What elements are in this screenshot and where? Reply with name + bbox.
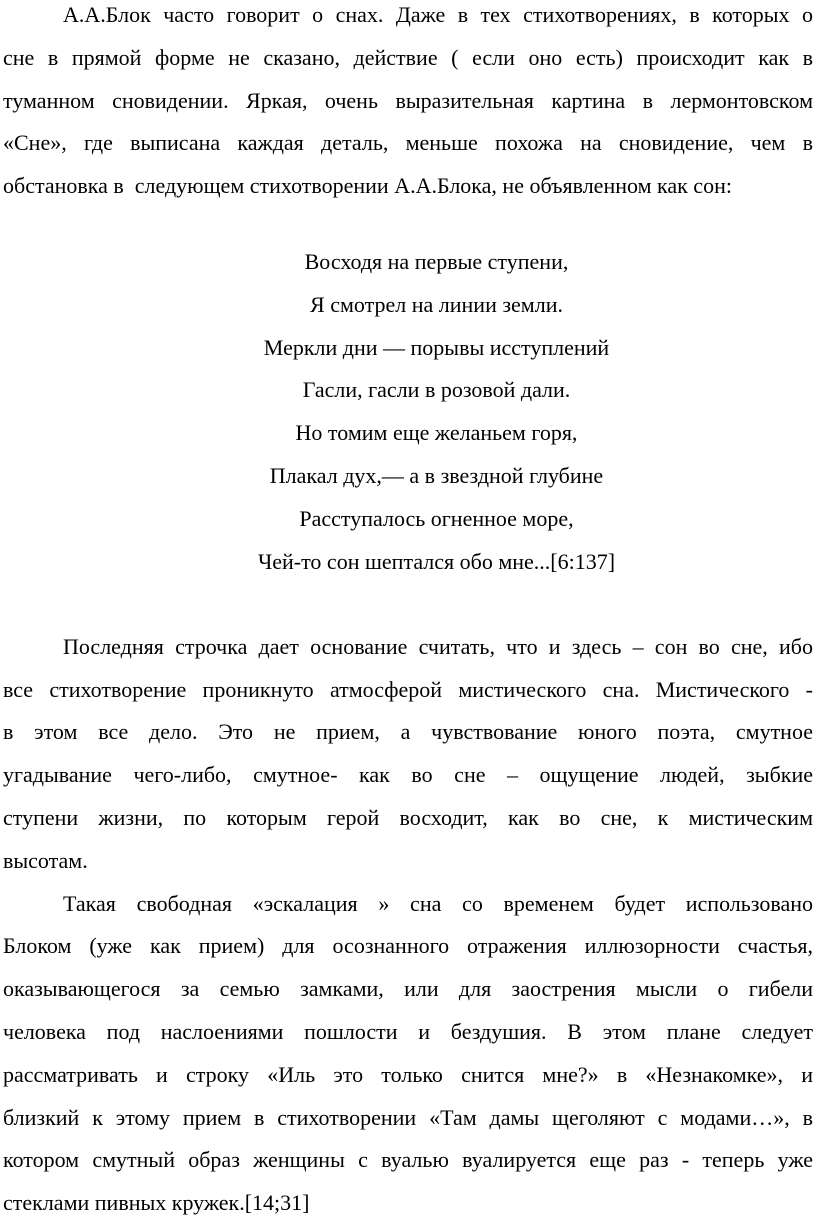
poem-line: Меркли дни — порывы исступлений — [263, 334, 610, 360]
text-line: сне в прямой форме не сказано, действие ( если оно есть) происходит как в — [3, 44, 813, 70]
text-line: обстановка в следующем стихотворении А.А.Блока, не объявленном как сон: — [3, 173, 732, 199]
text-line: «Сне», где выписана каждая деталь, меньше похожа на сновидение, чем в — [3, 130, 813, 156]
text-line: все стихотворение проникнуто атмосферой мистического сна. Мистического - — [3, 676, 813, 702]
text-line: ступени жизни, по которым герой восходит, как во сне, к мистическим — [3, 805, 813, 831]
poem-line: Я смотрел на линии земли. — [310, 291, 563, 317]
text-line: туманном сновидении. Яркая, очень выразительная картина в лермонтовском — [3, 87, 813, 113]
document-text-block — [3, 0, 813, 1225]
body-paragraph — [3, 0, 813, 208]
poem-line: Расступалось огненное море, — [299, 505, 574, 531]
poem-line: Гасли, гасли в розовой дали. — [302, 377, 571, 403]
poem-block — [60, 241, 813, 583]
text-line: Такая свободная «эскалация » сна со временем будет использовано — [63, 890, 813, 916]
body-paragraph — [3, 883, 813, 1225]
body-paragraph — [3, 626, 813, 883]
text-line: оказывающегося за семью замками, или для заострения мысли о гибели — [3, 976, 813, 1002]
text-line: котором смутный образ женщины с вуалью вуалируется еще раз - теперь уже — [3, 1147, 813, 1173]
poem-line: Плакал дух,— а в звездной глубине — [269, 462, 604, 488]
poem-line: Но томим еще желаньем горя, — [295, 420, 578, 446]
poem-line: Восходя на первые ступени, — [304, 248, 569, 274]
text-line: угадывание чего-либо, смутное- как во сне – ощущение людей, зыбкие — [3, 762, 813, 788]
text-line: рассматривать и строку «Иль это только снится мне?» в «Незнакомке», и — [3, 1061, 813, 1087]
text-line: высотам. — [3, 847, 88, 873]
text-line: близкий к этому прием в стихотворении «Там дамы щеголяют с модами…», в — [3, 1104, 813, 1130]
text-line: в этом все дело. Это не прием, а чувствование юного поэта, смутное — [3, 719, 813, 745]
poem-line: Чей-то сон шептался обо мне...[6:137] — [257, 548, 616, 574]
text-line: Последняя строчка дает основание считать, что и здесь – сон во сне, ибо — [63, 633, 813, 659]
text-line: стеклами пивных кружек.[14;31] — [3, 1190, 310, 1216]
text-line: Блоком (уже как прием) для осознанного отражения иллюзорности счастья, — [3, 933, 813, 959]
text-line: А.А.Блок часто говорит о снах. Даже в тех стихотворениях, в которых о — [63, 2, 813, 27]
text-line: человека под наслоениями пошлости и бездушия. В этом плане следует — [3, 1019, 813, 1045]
